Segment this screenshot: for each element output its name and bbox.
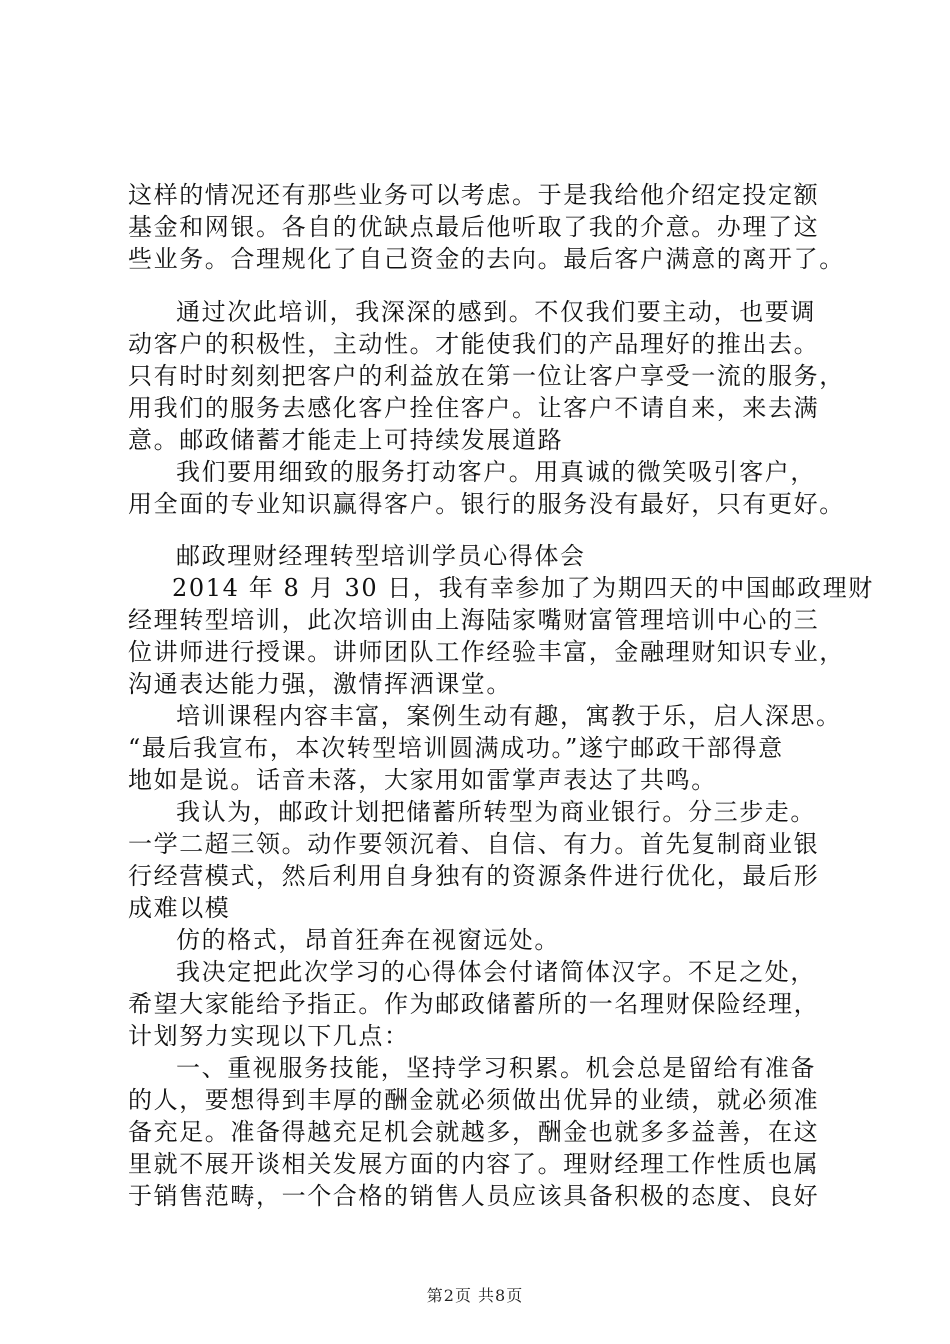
text-line: 沟通表达能力强，激情挥洒课堂。 — [128, 670, 512, 698]
text-line: 只有时时刻刻把客户的利益放在第一位让客户享受一流的服务， — [128, 362, 845, 390]
text-line: 仿的格式，昂首狂奔在视窗远处。 — [176, 926, 560, 954]
page-number-footer: 第2页 共8页 — [426, 1286, 524, 1305]
text-line: 计划努力实现以下几点： — [128, 1022, 410, 1050]
text-line: 希望大家能给予指正。作为邮政储蓄所的一名理财保险经理， — [128, 990, 820, 1018]
text-line: 用全面的专业知识赢得客户。银行的服务没有最好，只有更好。 — [128, 490, 845, 518]
text-line: 成难以模 — [128, 894, 231, 922]
text-line: 这样的情况还有那些业务可以考虑。于是我给他介绍定投定额 — [128, 181, 820, 209]
text-line: 基金和网银。各自的优缺点最后他听取了我的介意。办理了这 — [128, 213, 820, 241]
text-line: 2014 年 8 月 30 日，我有幸参加了为期四天的中国邮政理财 — [172, 574, 874, 602]
text-line: 些业务。合理规化了自己资金的去向。最后客户满意的离开了。 — [128, 245, 845, 273]
text-line: 里就不展开谈相关发展方面的内容了。理财经理工作性质也属 — [128, 1150, 820, 1178]
text-line: 经理转型培训，此次培训由上海陆家嘴财富管理培训中心的三 — [128, 606, 820, 634]
text-line: 我决定把此次学习的心得体会付诸简体汉字。不足之处， — [176, 958, 816, 986]
text-line: 于销售范畴，一个合格的销售人员应该具备积极的态度、良好 — [128, 1182, 820, 1210]
text-line: 通过次此培训，我深深的感到。不仅我们要主动，也要调 — [176, 298, 816, 326]
text-line: 意。邮政储蓄才能走上可持续发展道路 — [128, 426, 564, 454]
text-line: 一学二超三领。动作要领沉着、自信、有力。首先复制商业银 — [128, 830, 820, 858]
text-line: 用我们的服务去感化客户拴住客户。让客户不请自来，来去满 — [128, 394, 820, 422]
text-line: 行经营模式，然后利用自身独有的资源条件进行优化，最后形 — [128, 862, 820, 890]
text-line: 我认为，邮政计划把储蓄所转型为商业银行。分三步走。 — [176, 798, 816, 826]
text-line: 培训课程内容丰富，案例生动有趣，寓教于乐，启人深思。 — [176, 702, 842, 730]
text-line: “最后我宣布，本次转型培训圆满成功。”遂宁邮政干部得意 — [128, 734, 784, 762]
text-line: 一、重视服务技能，坚持学习积累。机会总是留给有准备 — [176, 1054, 816, 1082]
text-line: 位讲师进行授课。讲师团队工作经验丰富，金融理财知识专业， — [128, 638, 845, 666]
text-line: 的人，要想得到丰厚的酬金就必须做出优异的业绩，就必须准 — [128, 1086, 820, 1114]
section-heading: 邮政理财经理转型培训学员心得体会 — [176, 542, 586, 570]
text-line: 我们要用细致的服务打动客户。用真诚的微笑吸引客户， — [176, 458, 816, 486]
text-line: 动客户的积极性，主动性。才能使我们的产品理好的推出去。 — [128, 330, 820, 358]
text-line: 备充足。准备得越充足机会就越多，酬金也就多多益善，在这 — [128, 1118, 820, 1146]
text-line: 地如是说。话音未落，大家用如雷掌声表达了共鸣。 — [128, 766, 717, 794]
